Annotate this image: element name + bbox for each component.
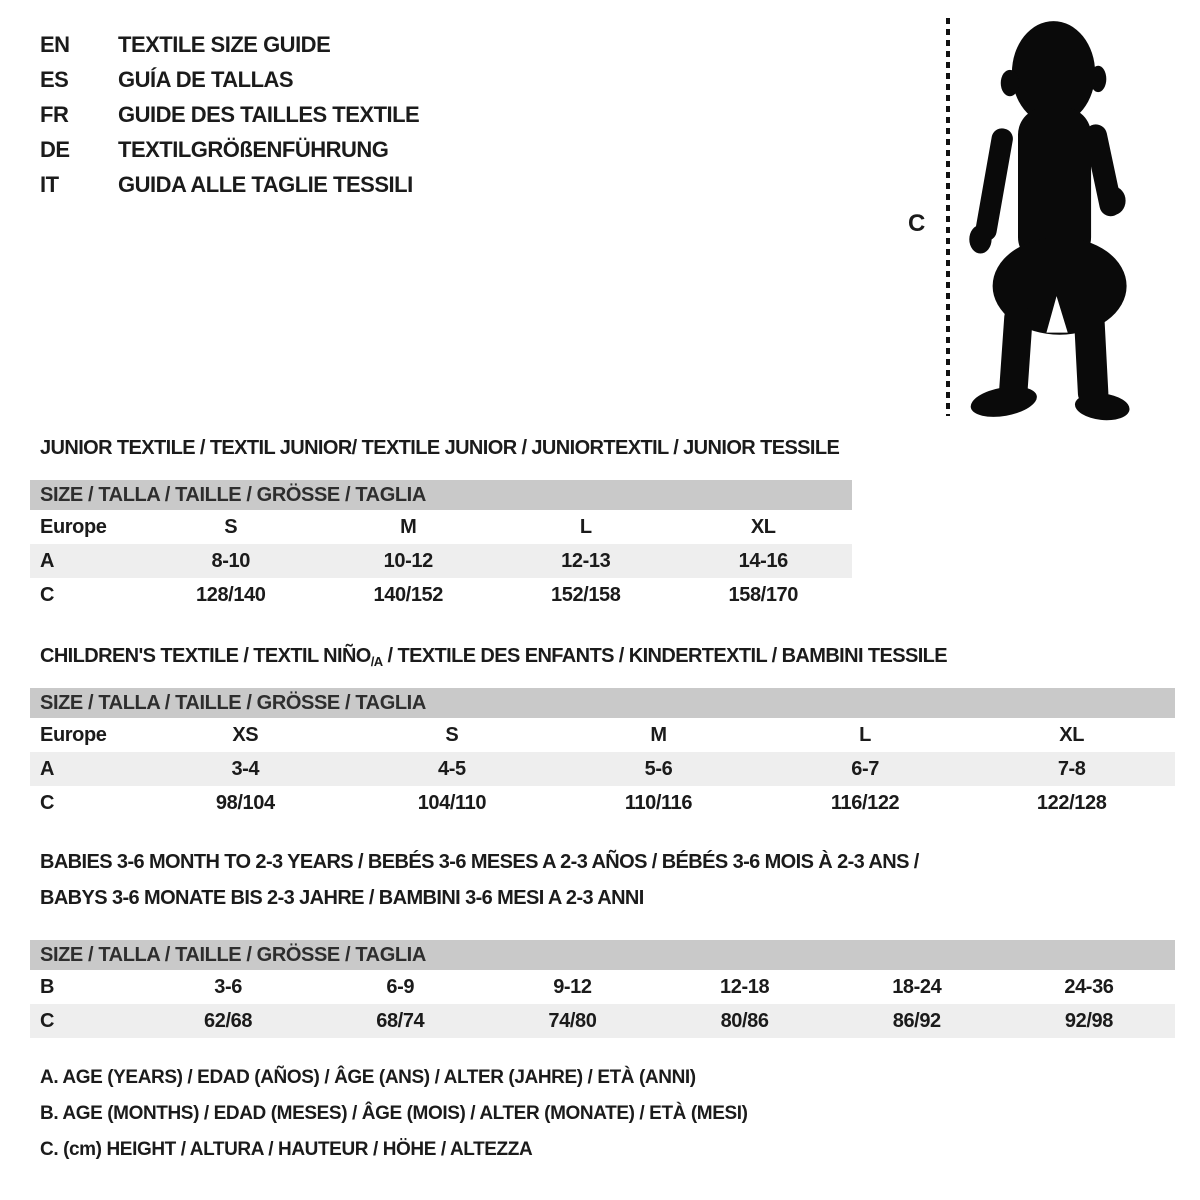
babies-section-title (40, 844, 919, 916)
size-cell: 10-12 (383, 549, 433, 572)
lang-code: EN (40, 31, 70, 57)
size-cell: S (445, 723, 459, 746)
size-cell: XL (1059, 723, 1085, 746)
children-size-table-header: SIZE / TALLA / TAILLE / GRÖSSE / TAGLIA (30, 688, 1175, 718)
table-row (30, 1004, 1175, 1038)
row-label: A (40, 757, 55, 780)
children-size-table-body (30, 718, 1175, 820)
children-title-suffix: / TEXTILE DES ENFANTS / KINDERTEXTIL / BAMBINI TESSILE (382, 645, 948, 667)
children-title-subscript: /A (370, 654, 383, 669)
size-cell: 6-9 (386, 975, 415, 998)
row-label: Europe (40, 723, 107, 746)
size-cell: 24-36 (1064, 975, 1114, 998)
size-cell: 18-24 (892, 975, 942, 998)
size-cell: 110/116 (624, 791, 693, 814)
lang-code: DE (40, 136, 70, 162)
lang-row-it (40, 167, 419, 202)
lang-code: IT (40, 171, 59, 197)
row-label: Europe (40, 515, 107, 538)
size-cell: 86/92 (892, 1009, 941, 1032)
junior-size-table-header: SIZE / TALLA / TAILLE / GRÖSSE / TAGLIA (30, 480, 852, 510)
toddler-silhouette-image (963, 14, 1141, 422)
size-cell: 9-12 (553, 975, 592, 998)
size-cell: M (650, 723, 667, 746)
lang-code: FR (40, 101, 69, 127)
size-cell: 152/158 (551, 583, 621, 606)
row-label: C (40, 1009, 55, 1032)
size-cell: 80/86 (720, 1009, 769, 1032)
size-cell: M (400, 515, 417, 538)
size-cell: 74/80 (548, 1009, 597, 1032)
size-cell: 5-6 (644, 757, 673, 780)
size-cell: 68/74 (376, 1009, 425, 1032)
lang-row-de (40, 132, 419, 167)
size-cell: 128/140 (196, 583, 266, 606)
table-row (30, 718, 1175, 752)
size-cell: S (224, 515, 238, 538)
junior-size-table (30, 480, 852, 612)
lang-code: ES (40, 66, 69, 92)
size-cell: L (859, 723, 871, 746)
legend-line-c: C. (cm) HEIGHT / ALTURA / HAUTEUR / HÖHE / ALTEZZA (40, 1139, 533, 1160)
babies-size-table-header: SIZE / TALLA / TAILLE / GRÖSSE / TAGLIA (30, 940, 1175, 970)
row-label: A (40, 549, 55, 572)
size-cell: 98/104 (215, 791, 275, 814)
size-cell: 6-7 (851, 757, 879, 780)
size-cell: 62/68 (204, 1009, 253, 1032)
lang-title: TEXTILE SIZE GUIDE (118, 31, 331, 57)
size-cell: 12-13 (561, 549, 611, 572)
size-cell: L (579, 515, 592, 538)
babies-size-table-body (30, 970, 1175, 1038)
babies-title-line2: BABYS 3-6 MONATE BIS 2-3 JAHRE / BAMBINI 3-6 MESI A 2-3 ANNI (40, 887, 644, 909)
height-measure-label: C (908, 210, 926, 237)
size-cell: 104/110 (417, 791, 487, 814)
lang-row-es (40, 62, 419, 97)
size-cell: 116/122 (830, 791, 900, 814)
size-cell: XL (750, 515, 776, 538)
lang-title: GUÍA DE TALLAS (118, 66, 294, 92)
height-measure-dashed-line (946, 18, 950, 416)
babies-size-table (30, 940, 1175, 1038)
size-cell: 122/128 (1036, 791, 1107, 814)
legend-line-a: A. AGE (YEARS) / EDAD (AÑOS) / ÂGE (ANS) / ALTER (JAHRE) / ETÀ (ANNI) (40, 1067, 696, 1088)
size-cell: 4-5 (438, 757, 466, 780)
lang-title: GUIDE DES TAILLES TEXTILE (118, 101, 420, 127)
size-cell: 158/170 (728, 583, 798, 606)
measurement-legend (40, 1060, 748, 1168)
size-cell: XS (232, 723, 259, 746)
size-cell: 7-8 (1057, 757, 1086, 780)
row-label: C (40, 583, 55, 606)
row-label: B (40, 975, 55, 998)
table-row (30, 578, 852, 612)
table-row (30, 752, 1175, 786)
table-row (30, 510, 852, 544)
size-cell: 8-10 (211, 549, 250, 572)
children-title-prefix: CHILDREN'S TEXTILE / TEXTIL NIÑO (40, 645, 371, 667)
size-cell: 3-6 (214, 975, 242, 998)
legend-line-b: B. AGE (MONTHS) / EDAD (MESES) / ÂGE (MOIS) / ALTER (MONATE) / ETÀ (MESI) (40, 1103, 748, 1124)
table-row (30, 786, 1175, 820)
size-cell: 140/152 (373, 583, 443, 606)
size-cell: 3-4 (231, 757, 260, 780)
table-row (30, 544, 852, 578)
babies-title-line1: BABIES 3-6 MONTH TO 2-3 YEARS / BEBÉS 3-6 MESES A 2-3 AÑOS / BÉBÉS 3-6 MOIS À 2-3 ANS / (40, 851, 919, 873)
children-size-table (30, 688, 1175, 820)
row-label: C (40, 791, 55, 814)
junior-section-title: JUNIOR TEXTILE / TEXTIL JUNIOR/ TEXTILE JUNIOR / JUNIORTEXTIL / JUNIOR TESSILE (40, 437, 840, 459)
lang-title: GUIDA ALLE TAGLIE TESSILI (118, 171, 413, 197)
children-section-title (40, 645, 947, 669)
size-cell: 14-16 (738, 549, 788, 572)
junior-size-table-body (30, 510, 852, 612)
table-row (30, 970, 1175, 1004)
size-cell: 12-18 (720, 975, 770, 998)
size-cell: 92/98 (1064, 1009, 1113, 1032)
lang-row-fr (40, 97, 419, 132)
lang-title: TEXTILGRÖßENFÜHRUNG (118, 136, 389, 162)
lang-row-en (40, 27, 419, 62)
language-header (40, 27, 419, 202)
